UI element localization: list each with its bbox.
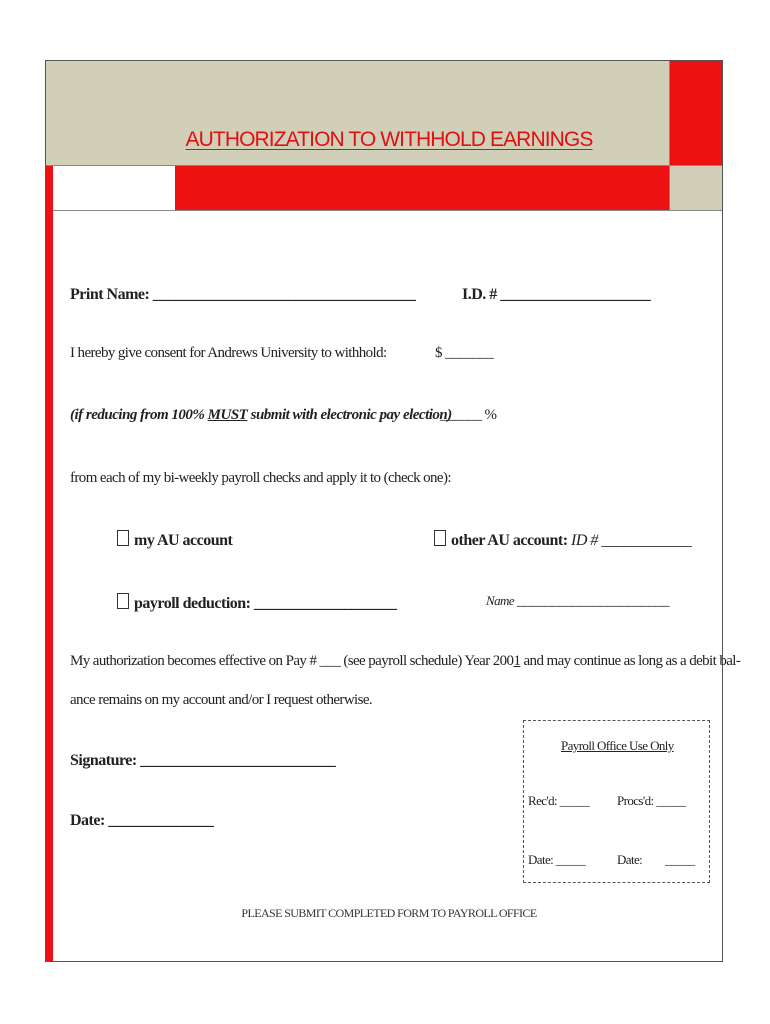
header-divider	[46, 210, 722, 211]
form-title: AUTHORIZATION TO WITHHOLD EARNINGS	[185, 128, 593, 151]
amount-field[interactable]: $ _______	[435, 345, 494, 361]
left-accent-stripe	[46, 166, 53, 962]
effective-text-part2: and may continue as long as a debit bal-	[520, 653, 741, 669]
office-date-field-1[interactable]: Date: _____	[528, 852, 586, 867]
signature-field[interactable]: Signature: __________________________	[70, 752, 336, 769]
option-my-account-label: my AU account	[134, 532, 233, 549]
apply-text: from each of my bi-weekly payroll checks and apply it to (check one):	[70, 470, 451, 486]
header-divider	[669, 61, 670, 210]
option-payroll-deduction[interactable]	[117, 593, 397, 613]
id-field[interactable]: I.D. # ____________________	[462, 286, 651, 303]
option-payroll-deduction-label: payroll deduction: ___________________	[134, 595, 397, 612]
checkbox-other-account[interactable]	[434, 530, 446, 546]
reducing-note	[70, 407, 452, 424]
office-procd-field[interactable]: Procs'd: _____	[617, 793, 686, 808]
office-date-field-2[interactable]: _____	[665, 852, 695, 867]
name-label: Name	[486, 593, 514, 608]
header-divider	[46, 165, 722, 166]
office-use-title: Payroll Office Use Only	[561, 738, 674, 753]
percent-field[interactable]: ______ %	[440, 407, 497, 423]
option-my-account[interactable]	[117, 530, 232, 550]
footer-instruction: PLEASE SUBMIT COMPLETED FORM TO PAYROLL OFFICE	[241, 906, 537, 920]
office-date-label-2: Date:	[617, 852, 643, 867]
reducing-note-suffix: submit with electronic pay election)	[247, 407, 452, 423]
checkbox-my-account[interactable]	[117, 530, 129, 546]
name-line: ______________________	[513, 593, 669, 609]
effective-text-line2: ance remains on my account and/or I request otherwise.	[70, 692, 373, 708]
consent-text: I hereby give consent for Andrews University to withhold:	[70, 345, 387, 361]
print-name-field[interactable]: Print Name: ___________________________________	[70, 286, 416, 303]
reducing-note-prefix: (if reducing from 100%	[70, 407, 208, 423]
other-account-id-field[interactable]: ID # ____________	[567, 532, 692, 549]
name-field[interactable]	[486, 593, 669, 610]
option-other-account[interactable]	[434, 530, 691, 550]
option-other-account-label: other AU account:	[451, 532, 568, 549]
effective-year-digit[interactable]: 1	[513, 653, 521, 669]
checkbox-payroll-deduction[interactable]	[117, 593, 129, 609]
date-field[interactable]: Date: ______________	[70, 812, 214, 829]
header-red-bar	[175, 166, 669, 210]
header-red-block	[669, 61, 722, 165]
office-recd-field[interactable]: Rec'd: _____	[528, 793, 590, 808]
effective-text-line1	[70, 653, 740, 670]
effective-text-part1: My authorization becomes effective on Pay # ___ (see payroll schedule) Year 200	[70, 653, 514, 669]
reducing-note-must: MUST	[207, 407, 248, 423]
header-tan-block	[669, 166, 722, 210]
